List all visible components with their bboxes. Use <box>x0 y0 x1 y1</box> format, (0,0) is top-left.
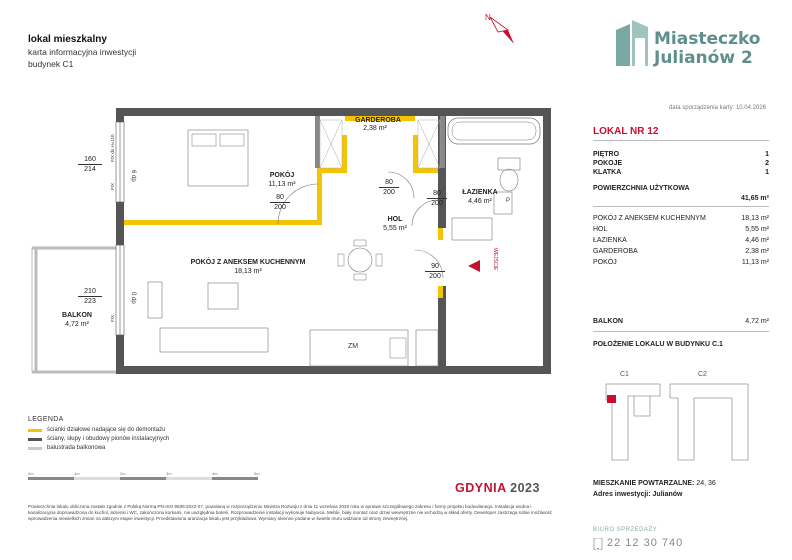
city-year: GDYNIA 2023 <box>455 481 540 495</box>
usable-area-row: 41,65 m² <box>740 195 769 202</box>
balcony-area <box>32 248 120 372</box>
window2-dimension: 210 223 <box>78 287 102 306</box>
room-salon-name: POKÓJ Z ANEKSEM KUCHENNYM <box>190 259 306 266</box>
scale-label: 5m <box>254 471 260 476</box>
page-subtitle: karta informacyjna inwestycji <box>28 47 137 57</box>
divider <box>593 206 769 207</box>
room-row: GARDEROBA 2,38 m² <box>593 248 769 255</box>
floor-row: PIĘTRO 1 <box>593 151 769 158</box>
map-c1-label: C1 <box>620 371 629 378</box>
room-row: POKÓJ 11,13 m² <box>593 259 769 266</box>
balcony-row: BALKON 4,72 m² <box>593 318 769 325</box>
structural-walls <box>116 108 551 374</box>
building-label: budynek C1 <box>28 59 74 69</box>
scale-label: 0m <box>28 471 34 476</box>
legend-title: LEGENDA <box>28 416 64 423</box>
footnote: Powierzchnia lokalu obliczona zostało zgodnie z Polską Normą PN-ISO 9836:2022-07, powołaną w rozporządzeniu Ministra Rozwoju z dnia 11 września 2020 roku w sprawie szczegółowego zakresu i formy projektu budowlanego. Instalacja wodna i kanalizacyjna doprowadzona do kuchni, łazienki i WC, zakończona korkami, nie uwzględnia baterii. Rozprowadzenie instalacji wykonuje Nabywca. Meble, biały montaż oraz drzwi wewnętrzne nie wchodzą w skład oferty. Deweloper zastrzega sobie możliwość wprowadzenia niewielkich zmian na dalszym etapie inwestycji. Przedstawiona aranżacja lokalu jest przykładowa. Wymiary okienne podane w świetle muru widziane od strony zewnętrznej. <box>28 504 553 521</box>
entrance-label: WEJŚCIE <box>492 248 498 271</box>
scale-label: 2m <box>120 471 126 476</box>
sill-label-1: 6 dp <box>130 170 136 182</box>
floor-plan <box>20 100 580 400</box>
room-balkon-name: BALKON <box>62 312 92 319</box>
divider <box>593 140 769 141</box>
scale-bar <box>28 470 268 486</box>
legend-swatch <box>28 447 42 450</box>
fix-label-3: FIX <box>110 314 115 322</box>
scale-label: 3m <box>166 471 172 476</box>
address-row: Adres inwestycji: Julianów <box>593 491 683 498</box>
stairwell-row: KLATKA 1 <box>593 169 769 176</box>
phone-icon <box>593 538 603 550</box>
room-row: POKÓJ Z ANEKSEM KUCHENNYM 18,13 m² <box>593 215 769 222</box>
sales-phone[interactable]: 22 12 30 740 <box>607 537 684 549</box>
room-lazienka-area: 4,46 m² <box>468 198 492 205</box>
map-c2-label: C2 <box>698 371 707 378</box>
room-row: ŁAZIENKA 4,46 m² <box>593 237 769 244</box>
north-label: N <box>485 13 491 22</box>
room-balkon-area: 4,72 m² <box>65 321 89 328</box>
room-garderoba-name: GARDEROBA <box>355 117 401 124</box>
building-logo-icon <box>612 18 652 68</box>
date-note: data sporządzenia karty: 10.04.2026 <box>668 105 766 111</box>
page-title: lokal mieszkalny <box>28 34 107 45</box>
unit-number: LOKAL NR 12 <box>593 126 659 137</box>
similar-units-row: MIESZKANIE POWTARZALNE: 24, 36 <box>593 480 716 487</box>
sill-label-2: 0 dp <box>130 292 136 304</box>
fix-label-2: FIX do H=110 <box>110 134 115 162</box>
room-pokoj-area: 11,13 m² <box>268 181 296 188</box>
unit-location-marker <box>607 395 616 403</box>
room-hol-name: HOL <box>387 216 403 223</box>
rooms-row: POKOJE 2 <box>593 160 769 167</box>
logo-line2: Julianów 2 <box>654 48 753 68</box>
room-salon-area: 18,13 m² <box>234 268 262 275</box>
door-lazienka-dimension: 80 200 <box>427 189 447 208</box>
sales-office-label: BIURO SPRZEDAŻY <box>593 527 658 533</box>
usable-area-title: POWIERZCHNIA UŻYTKOWA <box>593 185 690 192</box>
door-pokoj-dimension: 80 200 <box>270 193 290 212</box>
entrance-arrow-icon <box>468 260 480 272</box>
scale-label: 1m <box>74 471 80 476</box>
legend-item: ścianki działowe nadające się do demontażu <box>28 427 165 433</box>
building-location-map <box>598 368 768 466</box>
legend-item: balustrada balkonowa <box>28 445 105 451</box>
fix-label-1: FIX <box>110 182 115 190</box>
room-hol-area: 5,55 m² <box>383 225 407 232</box>
door-entry-dimension: 90 200 <box>425 262 445 281</box>
door-garderoba-dimension: 80 200 <box>379 178 399 197</box>
room-garderoba-area: 2,38 m² <box>363 125 387 132</box>
north-arrow-icon <box>478 8 520 50</box>
room-row: HOL 5,55 m² <box>593 226 769 233</box>
divider <box>593 331 769 332</box>
legend-swatch <box>28 438 42 441</box>
room-lazienka-name: ŁAZIENKA <box>462 189 498 196</box>
legend-item: ściany, słupy i obudowy pionów instalacyjnych <box>28 436 169 442</box>
window1-dimension: 160 214 <box>78 155 102 174</box>
p-label: P <box>506 198 511 204</box>
room-pokoj-name: POKÓJ <box>269 172 295 179</box>
zm-label: ZM <box>348 343 359 350</box>
scale-label: 4m <box>212 471 218 476</box>
location-title: POŁOŻENIE LOKALU W BUDYNKU C.1 <box>593 341 723 348</box>
legend-swatch <box>28 429 42 432</box>
logo-line1: Miasteczko <box>654 29 761 49</box>
